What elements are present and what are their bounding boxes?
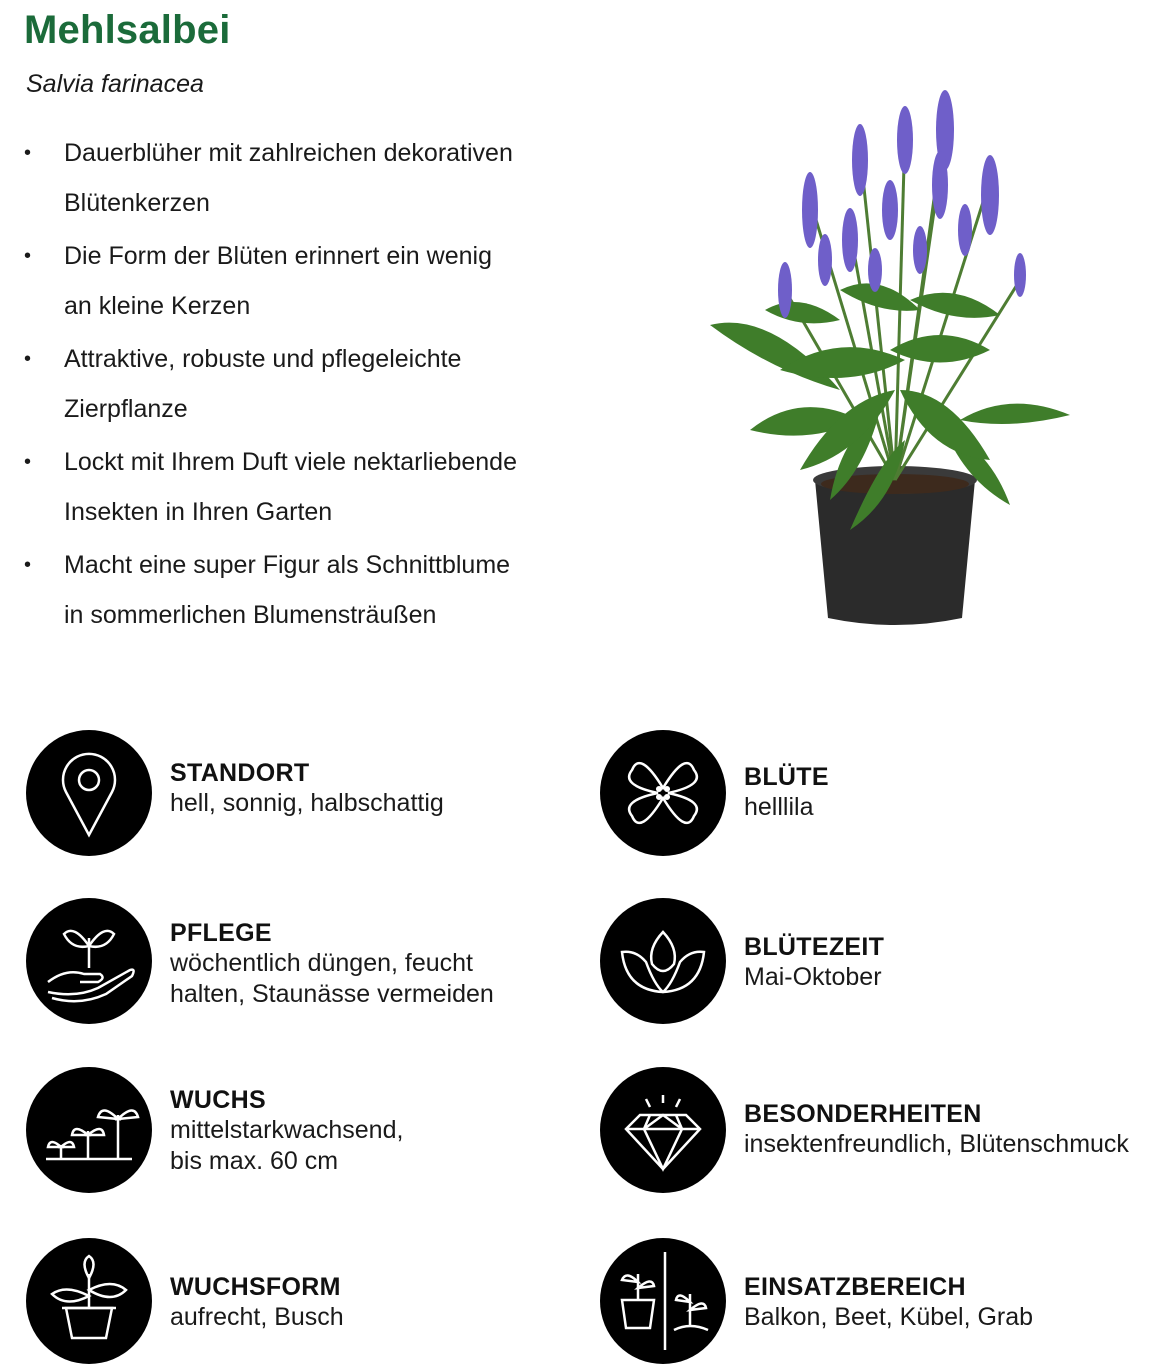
bullet-item bbox=[0, 128, 640, 228]
diamond-icon bbox=[600, 1067, 726, 1193]
feature-value: Mai-Oktober bbox=[744, 963, 882, 991]
feature-heading: WUCHSFORM bbox=[170, 1273, 341, 1301]
icon-circle bbox=[600, 730, 726, 856]
feature-heading: BLÜTEZEIT bbox=[744, 933, 885, 961]
feature-heading: EINSATZBEREICH bbox=[744, 1273, 966, 1301]
bullet-item bbox=[0, 437, 640, 537]
icon-circle bbox=[600, 1067, 726, 1193]
bullet-item bbox=[0, 231, 640, 331]
feature-heading: BLÜTE bbox=[744, 763, 829, 791]
bullet-dot: • bbox=[24, 348, 32, 370]
feature-value: Balkon, Beet, Kübel, Grab bbox=[744, 1303, 1034, 1331]
bullet-line: Die Form der Blüten erinnert ein wenig bbox=[64, 242, 492, 270]
pot-and-ground-icon bbox=[600, 1238, 726, 1364]
feature-value: wöchentlich düngen, feucht bbox=[170, 949, 473, 977]
feature-besonderheiten bbox=[600, 1067, 1170, 1197]
feature-value: aufrecht, Busch bbox=[170, 1303, 344, 1331]
bullet-line: Attraktive, robuste und pflegeleichte bbox=[64, 345, 462, 373]
bullet-line: Macht eine super Figur als Schnittblume bbox=[64, 551, 511, 579]
feature-heading: WUCHS bbox=[170, 1086, 266, 1114]
feature-heading: PFLEGE bbox=[170, 919, 272, 947]
icon-circle bbox=[26, 1238, 152, 1364]
feature-heading: STANDORT bbox=[170, 759, 310, 787]
bullet-line: Blütenkerzen bbox=[64, 189, 210, 217]
feature-pflege bbox=[26, 898, 596, 1028]
feature-value: bis max. 60 cm bbox=[170, 1147, 339, 1175]
icon-circle bbox=[600, 1238, 726, 1364]
bullet-line: an kleine Kerzen bbox=[64, 292, 251, 320]
feature-bullet-list bbox=[0, 128, 640, 643]
bullet-dot: • bbox=[24, 245, 32, 267]
bullet-dot: • bbox=[24, 451, 32, 473]
bullet-dot: • bbox=[24, 142, 32, 164]
feature-bluetezeit bbox=[600, 898, 1170, 1028]
icon-circle bbox=[26, 730, 152, 856]
bullet-line: Zierpflanze bbox=[64, 395, 188, 423]
bullet-line: Dauerblüher mit zahlreichen dekorativen bbox=[64, 139, 513, 167]
feature-value: insektenfreundlich, Blütenschmuck bbox=[744, 1130, 1129, 1158]
bullet-dot: • bbox=[24, 554, 32, 576]
feature-value: hell, sonnig, halbschattig bbox=[170, 789, 444, 817]
page-title: Mehlsalbei bbox=[24, 8, 231, 52]
salvia-plant-image bbox=[690, 60, 1080, 640]
feature-value: halten, Staunässe vermeiden bbox=[170, 980, 494, 1008]
location-pin-icon bbox=[26, 730, 152, 856]
growth-sprouts-icon bbox=[26, 1067, 152, 1193]
icon-circle bbox=[600, 898, 726, 1024]
feature-value: mittelstarkwachsend, bbox=[170, 1116, 404, 1144]
bullet-item bbox=[0, 334, 640, 434]
feature-standort bbox=[26, 730, 596, 860]
bullet-line: Insekten in Ihren Garten bbox=[64, 498, 333, 526]
bullet-line: Lockt mit Ihrem Duft viele nektarliebende bbox=[64, 448, 517, 476]
hand-plant-icon bbox=[26, 898, 152, 1024]
feature-einsatzbereich bbox=[600, 1238, 1170, 1368]
feature-value: helllila bbox=[744, 793, 814, 821]
feature-wuchsform bbox=[26, 1238, 596, 1368]
flower-icon bbox=[600, 730, 726, 856]
lotus-icon bbox=[600, 898, 726, 1024]
latin-name: Salvia farinacea bbox=[26, 70, 204, 98]
icon-circle bbox=[26, 1067, 152, 1193]
bullet-line: in sommerlichen Blumensträußen bbox=[64, 601, 437, 629]
feature-bluete bbox=[600, 730, 1170, 860]
icon-circle bbox=[26, 898, 152, 1024]
potted-plant-icon bbox=[26, 1238, 152, 1364]
feature-wuchs bbox=[26, 1067, 596, 1197]
bullet-item bbox=[0, 540, 640, 640]
feature-heading: BESONDERHEITEN bbox=[744, 1100, 982, 1128]
